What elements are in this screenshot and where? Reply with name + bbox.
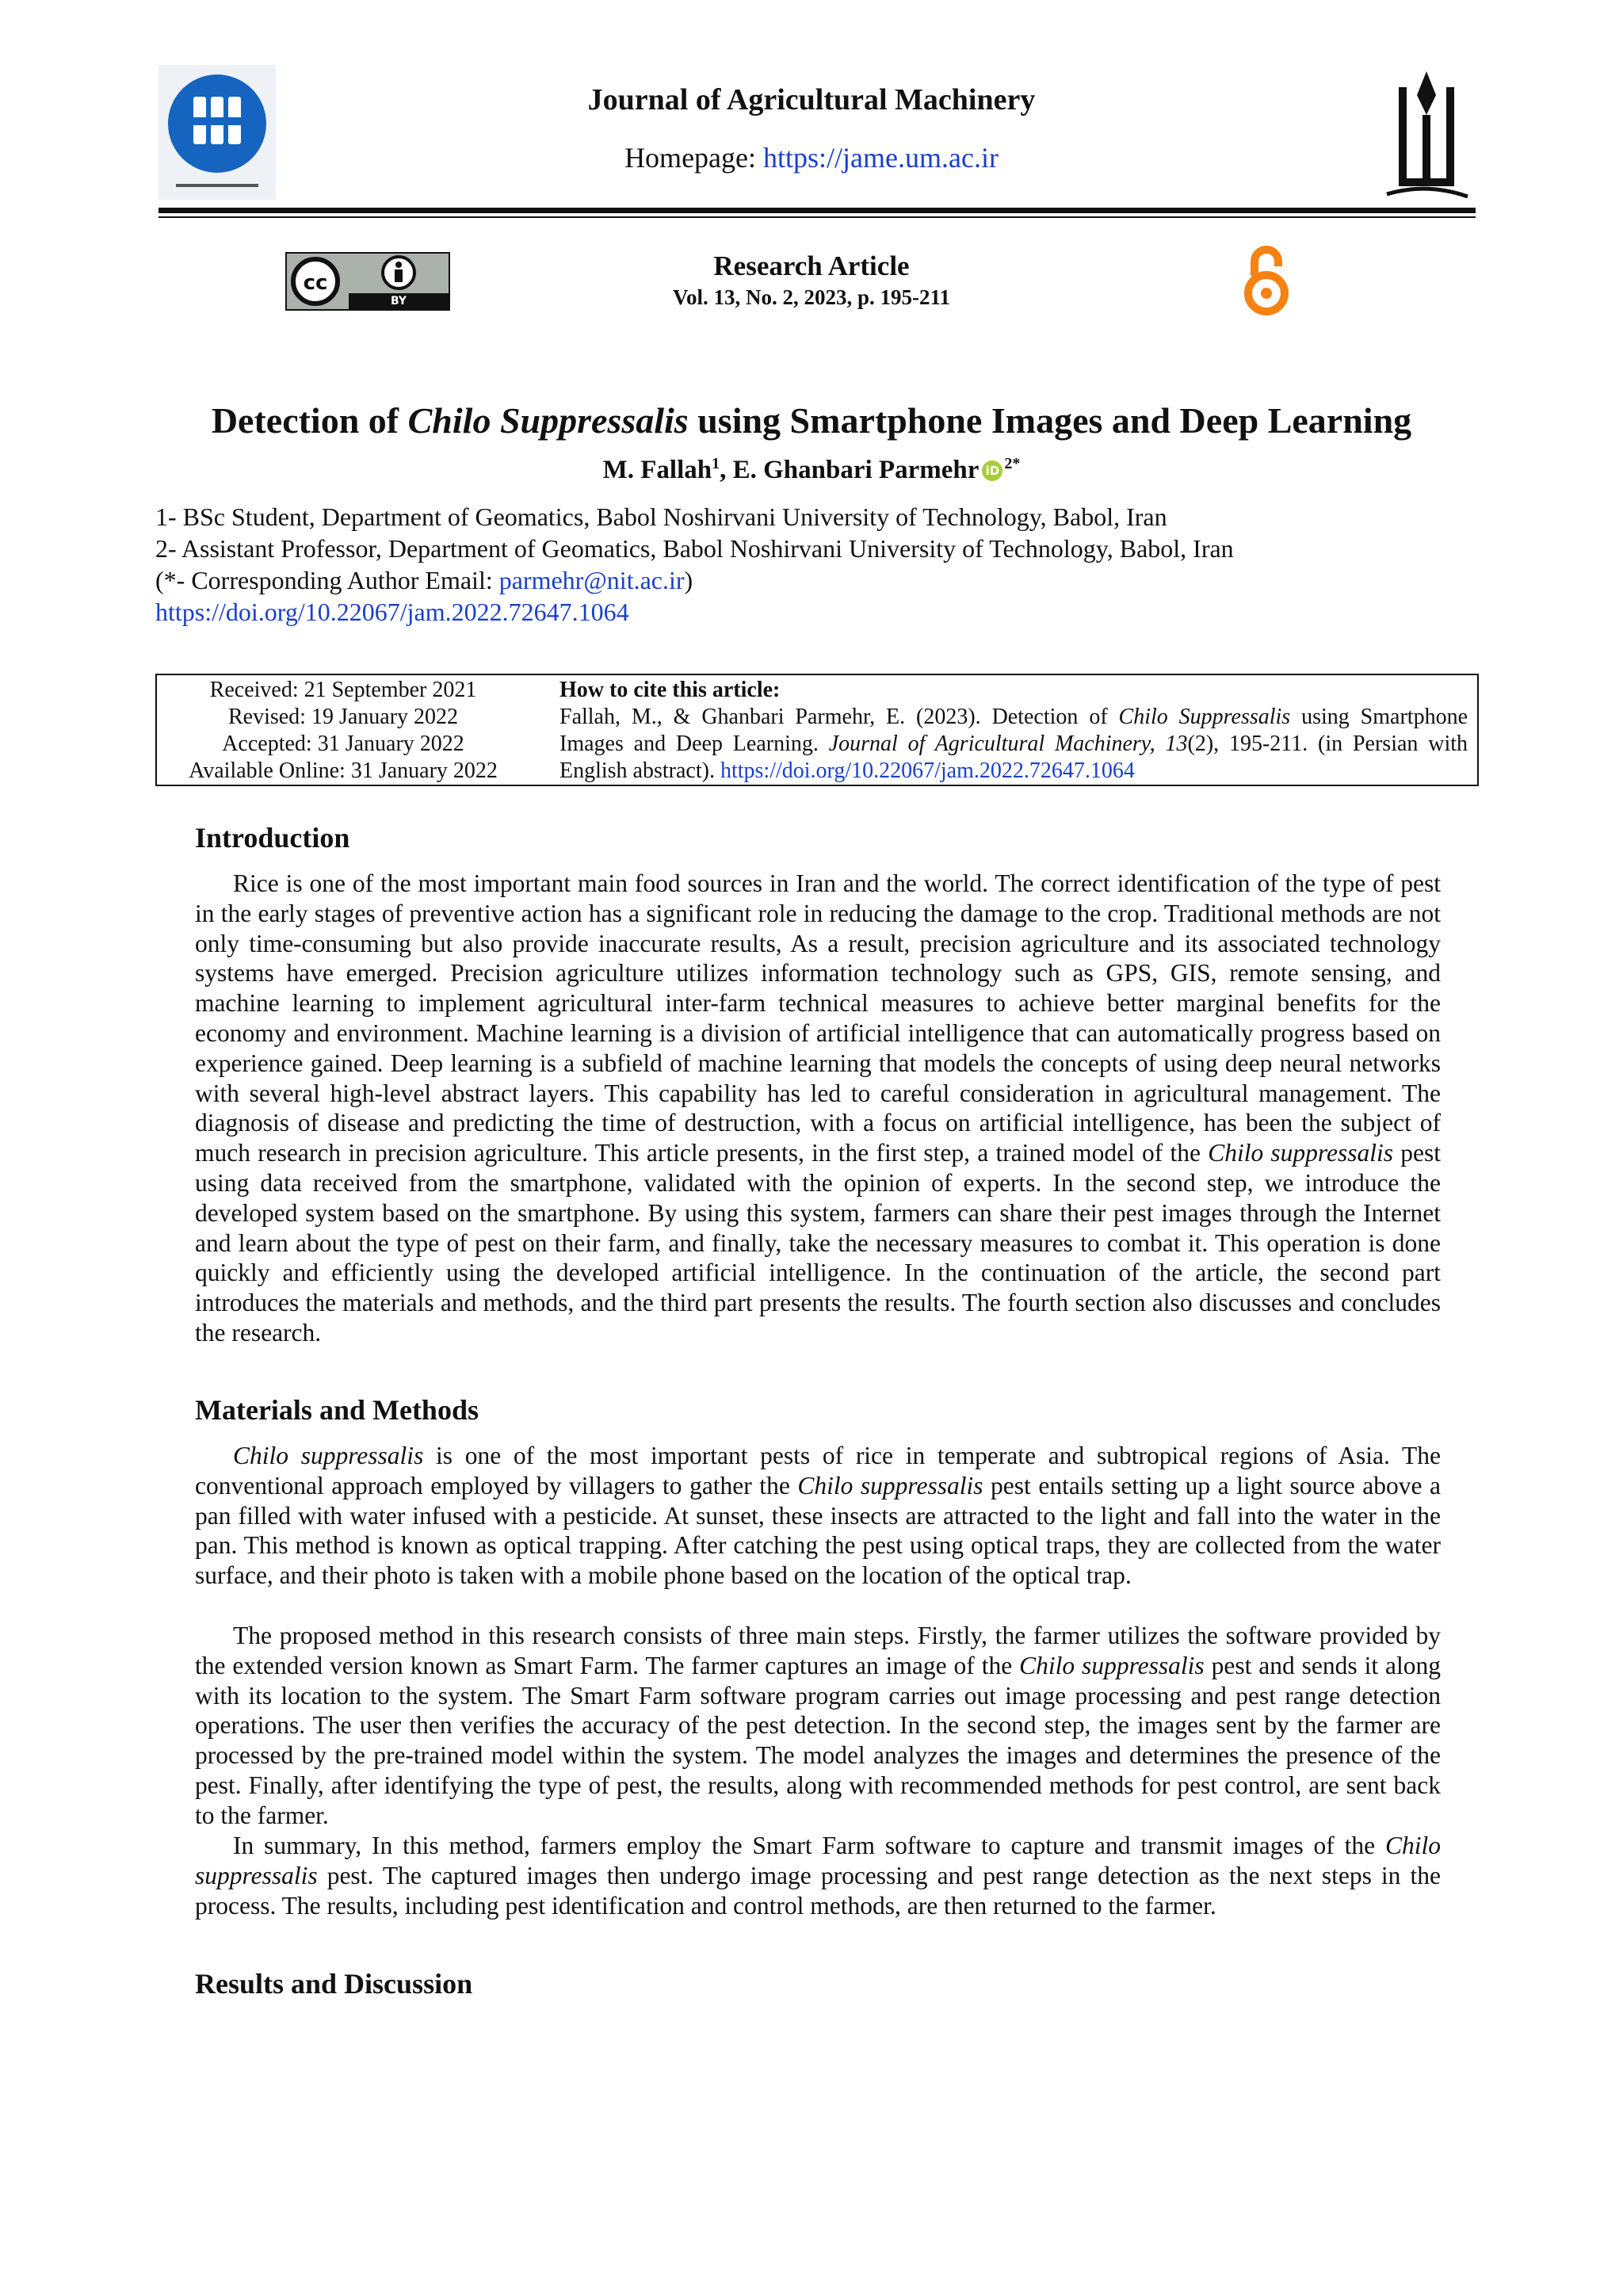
- citation-text: Fallah, M., & Ghanbari Parmehr, E. (2023). Detection of: [559, 705, 1119, 729]
- body-text: pest using data received from the smartphone, validated with the opinion of experts. In the second step, we introduce the developed system based on the smartphone. By using this system, farmers can share their pest images through the Internet and learn about the type of pest on their farm, and finally, take the necessary measures to combat it. This operation is done quickly and efficiently using the developed artificial intelligence. In the continuation of the article, the second part introduces the materials and methods, and the third part presents the results. The fourth section also discusses and concludes the research.: [195, 1139, 1441, 1347]
- article-info-box: [155, 674, 1479, 786]
- affiliation-2: 2- Assistant Professor, Department of Geomatics, Babol Noshirvani University of Technology, Babol, Iran: [155, 534, 1234, 563]
- body-text: In summary, In this method, farmers employ the Smart Farm software to capture and transmit images of the: [233, 1832, 1385, 1859]
- methods-paragraph-1: [195, 1441, 1441, 1591]
- date-accepted: Accepted: 31 January 2022: [222, 732, 464, 756]
- date-revised: Revised: 19 January 2022: [227, 705, 459, 729]
- species-name: Chilo suppressalis: [1208, 1139, 1394, 1167]
- title-part: using Smartphone Images and Deep Learning: [688, 400, 1412, 441]
- introduction-heading: Introduction: [195, 822, 350, 854]
- journal-title: Journal of Agricultural Machinery: [587, 83, 1036, 117]
- body-text: The proposed method in this research consists of three main steps. Firstly, the farmer utilizes the software provided by the extended version known as Smart Farm. The farmer captures an image of the: [195, 1622, 1441, 1679]
- date-online: Available Online: 31 January 2022: [189, 758, 498, 783]
- affiliation-1: 1- BSc Student, Department of Geomatics, Babol Noshirvani University of Technology, Babol, Iran: [155, 502, 1167, 531]
- body-text: is one of the most important pests of rice in temperate and subtropical regions of Asia. The conventional approach employed by villagers to gather the: [195, 1442, 1441, 1499]
- svg-text:cc: cc: [303, 271, 328, 295]
- species-name: Chilo suppressalis: [195, 1832, 1441, 1889]
- species-name: Chilo suppressalis: [797, 1471, 983, 1499]
- title-part: Detection of: [211, 400, 408, 441]
- body-text: pest and sends it along with its location to the system. The Smart Farm software program carries out image processing and pest range detection operations. The user then verifies the accuracy of the pest detection. In the second step, the images sent by the farmer are processed by the pre-trained model within the system. The model analyzes the images and determines the presence of the pest. Finally, after identifying the type of pest, the results, along with recommended methods for pest control, are sent back to the farmer.: [195, 1651, 1441, 1829]
- doi-link[interactable]: https://doi.org/10.22067/jam.2022.72647.1064: [155, 598, 629, 626]
- citation-heading: How to cite this article:: [559, 678, 781, 702]
- author-affiliation-mark: 2*: [1004, 455, 1021, 472]
- open-access-icon: [1240, 244, 1293, 319]
- email-suffix: ): [684, 566, 693, 594]
- body-text: Rice is one of the most important main food sources in Iran and the world. The correct identification of the type of pest in the early stages of preventive action has a significant role in reducing the damage to the crop. Traditional methods are not only time-consuming but also provide inaccurate results, As a result, precision agriculture and its associated technology systems have emerged. Precision agriculture utilizes information technology such as GPS, GIS, remote sensing, and machine learning to implement agricultural inter-farm technical measures to achieve better marginal benefits for the economy and environment. Machine learning is a division of artificial intelligence that can automatically progress based on experience gained. Deep learning is a subfield of machine learning that models the concepts of using deep neural networks with several high-level abstract layers. This capability has led to careful consideration in agricultural management. The diagnosis of disease and predicting the time of destruction, with a focus on artificial intelligence, has been the subject of much research in precision agriculture. This article presents, in the first step, a trained model of the: [195, 869, 1441, 1167]
- header-rule: [158, 208, 1476, 213]
- cc-badge-label: BY: [390, 295, 407, 308]
- body-text: pest entails setting up a light source above a pan filled with water infused with a pesticide. At sunset, these insects are attracted to the light and fall into the water in the pan. This method is known as optical trapping. After catching the pest using optical traps, they are collected from the water surface, and their photo is taken with a mobile phone based on the location of the optical trap.: [195, 1471, 1441, 1590]
- corresponding-author: [155, 564, 1234, 596]
- homepage-label: Homepage:: [624, 142, 763, 174]
- homepage-link[interactable]: https://jame.um.ac.ir: [763, 142, 999, 174]
- results-heading: Results and Discussion: [195, 1968, 473, 2000]
- volume-info: Vol. 13, No. 2, 2023, p. 195-211: [672, 285, 951, 309]
- body-text: pest. The captured images then undergo image processing and pest range detection as the next steps in the process. The results, including pest identification and control methods, are then returned to the farmer.: [195, 1861, 1441, 1920]
- citation-block: [559, 675, 1468, 785]
- email-link[interactable]: parmehr@nit.ac.ir: [498, 566, 685, 594]
- university-logo: [1379, 71, 1474, 206]
- article-dates: [157, 675, 529, 786]
- citation-text: using Smartphone Images and Deep Learning.: [559, 705, 1468, 756]
- article-type: Research Article: [713, 250, 910, 281]
- citation-species: Chilo Suppressalis: [1118, 705, 1291, 729]
- species-name: Chilo suppressalis: [233, 1442, 424, 1469]
- species-name: Chilo suppressalis: [1019, 1651, 1205, 1679]
- methods-paragraph-3: [195, 1831, 1441, 1920]
- author-name: M. Fallah: [602, 456, 712, 484]
- author-name: E. Ghanbari Parmehr: [732, 456, 980, 484]
- introduction-paragraph: [195, 869, 1441, 1348]
- orcid-icon[interactable]: iD: [982, 460, 1002, 481]
- paper-title: [0, 399, 1623, 441]
- methods-paragraph-2: [195, 1621, 1441, 1831]
- author-list: [0, 455, 1623, 485]
- citation-text: (2), 195-211. (in Persian with English abstract).: [559, 732, 1468, 783]
- title-species: Chilo Suppressalis: [407, 400, 689, 441]
- citation-journal: Journal of Agricultural Machinery, 13: [828, 732, 1188, 756]
- affiliations: [155, 501, 1234, 628]
- author-affiliation-mark: 1: [712, 455, 720, 472]
- citation-doi-link[interactable]: https://doi.org/10.22067/jam.2022.72647.1064: [720, 758, 1135, 783]
- header-rule-thin: [158, 216, 1476, 218]
- date-received: Received: 21 September 2021: [209, 678, 477, 702]
- email-prefix: (*- Corresponding Author Email:: [155, 566, 499, 594]
- methods-heading: Materials and Methods: [195, 1394, 479, 1426]
- author-separator: ,: [720, 456, 733, 484]
